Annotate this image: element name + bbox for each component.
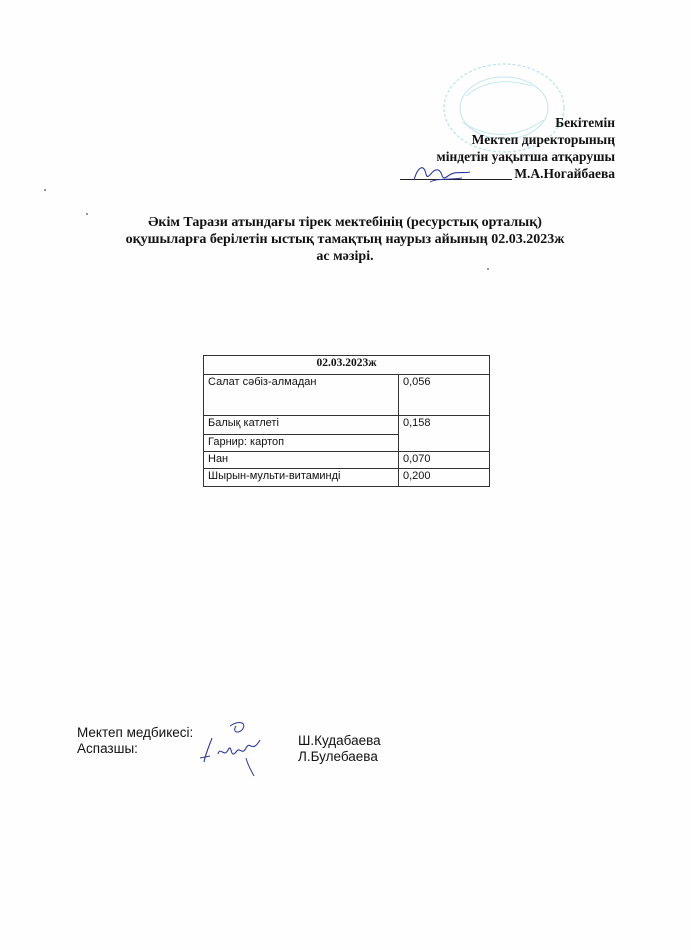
dish-portion: 0,070 [399,452,490,469]
director-signature-image [404,160,484,190]
dish-name: Балық катлеті [204,416,399,435]
scan-speck [86,213,88,215]
title-line-2: оқушыларға берілетін ыстық тамақтың наурыз айының 02.03.2023ж [125,232,565,247]
menu-date-header: 02.03.2023ж [204,356,490,375]
director-name: М.А.Ногайбаева [514,166,615,181]
dish-portion: 0,200 [399,469,490,487]
table-row [204,469,490,487]
nurse-label: Мектеп медбикесі: [77,725,194,740]
cook-name: Л.Булебаева [298,749,378,764]
table-row [204,452,490,469]
menu-table [203,355,490,487]
dish-name: Шырын-мульти-витаминді [204,469,399,487]
dish-name: Гарнир: картоп [204,435,399,452]
dish-name: Салат сәбіз-алмадан [204,375,399,416]
cook-label: Аспазшы: [77,741,138,756]
dish-portion: 0,056 [399,375,490,416]
nurse-name: Ш.Кудабаева [298,733,381,748]
staff-signature-image [190,718,270,780]
title-line-3: ас мәзірі. [316,249,374,264]
table-row [204,416,490,435]
scan-speck [487,268,489,270]
approval-heading: Бекітемін [555,115,615,130]
table-row [204,375,490,416]
title-line-1: Әкім Тарази атындағы тірек мектебінің (ресурстық орталық) [148,215,542,230]
menu-title [60,214,630,265]
approval-position: Мектеп директорының [471,132,615,147]
footer-names [298,733,381,765]
approval-role: міндетін уақытша атқарушы [436,149,615,164]
scan-speck [44,189,46,191]
dish-portion: 0,158 [399,416,490,452]
dish-name: Нан [204,452,399,469]
footer-labels [77,725,193,757]
